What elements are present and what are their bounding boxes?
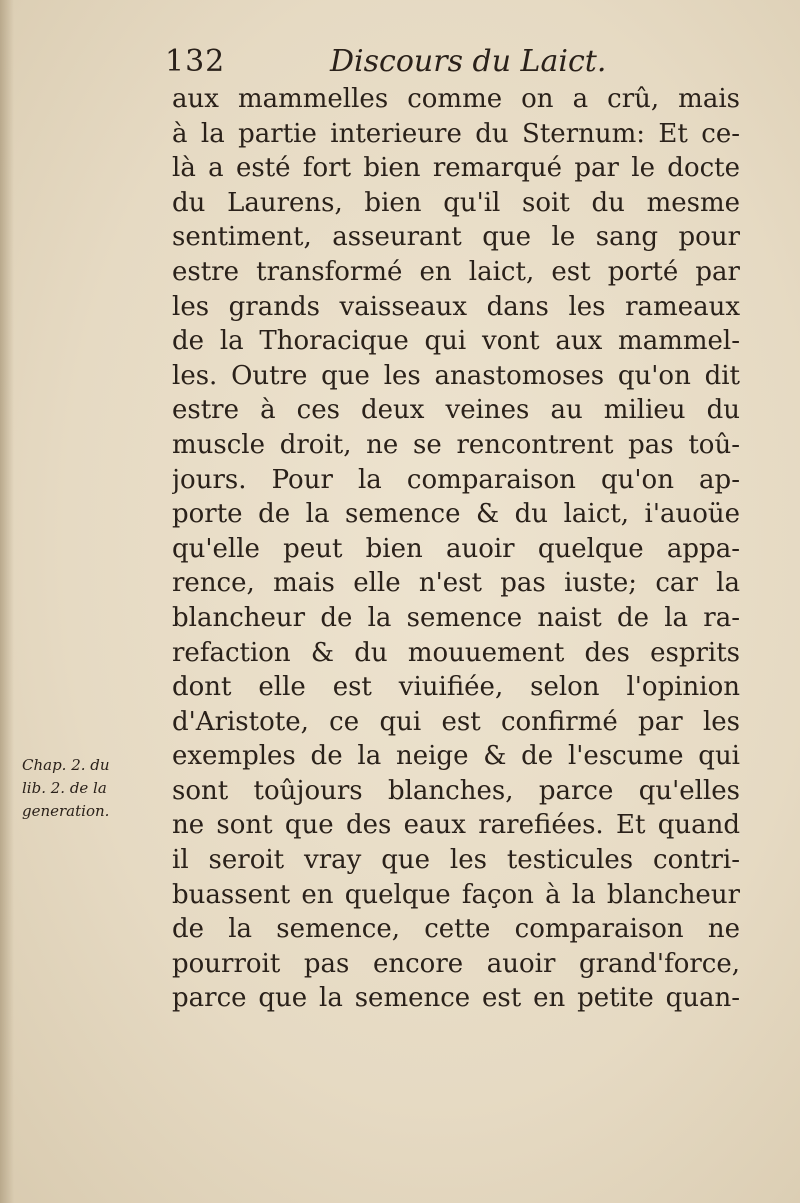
text-line: d'Aristote, ce qui est confirmé par les — [172, 706, 740, 737]
text-line: pourroit pas encore auoir grand'force, — [172, 948, 740, 979]
page-gutter-shadow — [0, 0, 14, 1203]
text-line: sentiment, asseurant que le sang pour — [172, 222, 740, 253]
text-line: porte de la semence & du laict, i'auoüe — [172, 499, 740, 530]
text-line: buassent en quelque façon à la blancheur — [172, 879, 740, 910]
text-line: il seroit vray que les testicules contri- — [172, 845, 740, 876]
text-line: rence, mais elle n'est pas iuste; car la — [172, 568, 740, 599]
text-line: les. Outre que les anastomoses qu'on dit — [172, 360, 740, 391]
margin-note-line: Chap. 2. du — [22, 756, 110, 774]
text-line: exemples de la neige & de l'escume qui — [172, 741, 740, 772]
text-line: de la semence, cette comparaison ne — [172, 914, 740, 945]
text-line: du Laurens, bien qu'il soit du mesme — [172, 187, 740, 218]
text-line: sont toûjours blanches, parce qu'elles — [172, 775, 740, 806]
body-text — [172, 82, 740, 1016]
text-line: là a esté fort bien remarqué par le docte — [172, 153, 740, 184]
margin-note-line: lib. 2. de la — [22, 779, 107, 797]
text-line: de la Thoracique qui vont aux mammel- — [172, 326, 740, 357]
margin-note — [22, 754, 162, 823]
text-line: qu'elle peut bien auoir quelque appa- — [172, 533, 740, 564]
text-line: estre à ces deux veines au milieu du — [172, 395, 740, 426]
text-line: parce que la semence est en petite quan- — [172, 983, 740, 1014]
text-line: ne sont que des eaux rarefiées. Et quand — [172, 810, 740, 841]
text-line: blancheur de la semence naist de la ra- — [172, 602, 740, 633]
text-line: estre transformé en laict, est porté par — [172, 256, 740, 287]
text-line: jours. Pour la comparaison qu'on ap- — [172, 464, 740, 495]
text-line: refaction & du mouuement des esprits — [172, 637, 740, 668]
running-title: Discours du Laict. — [330, 44, 607, 79]
text-line: à la partie interieure du Sternum: Et ce- — [172, 118, 740, 149]
text-line: les grands vaisseaux dans les rameaux — [172, 291, 740, 322]
text-line: dont elle est viuifiée, selon l'opinion — [172, 672, 740, 703]
margin-note-line: generation. — [22, 802, 110, 820]
text-line: muscle droit, ne se rencontrent pas toû- — [172, 429, 740, 460]
text-line: aux mammelles comme on a crû, mais — [172, 84, 740, 114]
page-number: 132 — [165, 44, 226, 79]
